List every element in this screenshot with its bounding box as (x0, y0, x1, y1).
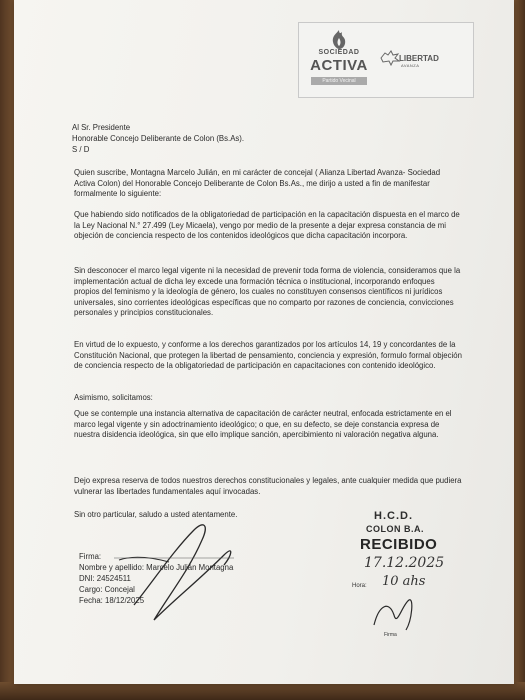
stamp-hora-value: 10 ahs (382, 574, 426, 589)
signer-date: Fecha: 18/12/2025 (79, 596, 145, 605)
stamp-signature (364, 585, 434, 640)
paragraph-5: Que se contemple una instancia alternativa de capacitación de carácter neutral, enfocada estrictamente en el marco legal vigente y sin adoctrinamiento ideológico; o que, en su defecto, se deje constancia expresa de nuestra disidencia ideológica, sin que ello implique sanción, apercibimiento ni valoración negativa alguna. (74, 409, 452, 440)
signer-cargo: Cargo: Concejal (79, 585, 135, 594)
intro-paragraph: Quien suscribe, Montagna Marcelo Julián, en mi carácter de concejal ( Alianza Libertad Avanza- Sociedad Activa Colon) del Honorable Concejo Deliberante de Colon Bs.As., me dirijo a usted a fin de manifestar formalmente lo siguiente: (74, 168, 441, 199)
address-line2: Honorable Concejo Deliberante de Colon (Bs.As). (72, 134, 245, 143)
stamp-location: COLON B.A. (366, 524, 424, 534)
org1-tagline: Partido Vecinal (311, 77, 367, 85)
letterhead-logos (298, 22, 474, 98)
wood-background-right (513, 0, 525, 700)
stamp-hcd: H.C.D. (374, 510, 413, 522)
signer-dni: DNI: 24524511 (79, 574, 131, 583)
lion-icon (379, 49, 401, 67)
closing-line: Sin otro particular, saludo a usted atentamente. (74, 510, 238, 519)
stamp-firma-label: Firma (384, 632, 397, 638)
document-sheet (14, 0, 514, 684)
handwritten-signature (114, 510, 254, 640)
stamp-date: 17.12.2025 (364, 555, 445, 571)
paragraph-1: Que habiendo sido notificados de la obligatoriedad de participación en la capacitación dispuesta en el marco de la Ley Nacional N.° 27.499 (Ley Micaela), vengo por medio de la presente a dejar expresa constancia de mi objeción de conciencia respecto de los contenidos ideológicos que dicha capacitación incorpora. (74, 210, 460, 241)
paragraph-2: Sin desconocer el marco legal vigente ni la necesidad de prevenir toda forma de violencia, consideramos que la implementación actual de dicha ley excede una formación técnica o institucional, incorporando enfoques propios del feminismo y la ideología de género, los cuales no constituyen consensos científicos ni jurídicos universales, sino corrientes ideológicas específicas que no comparto por razones de conciencia, convicciones personales y principios constitucionales. (74, 266, 461, 318)
address-line3: S / D (72, 145, 90, 154)
org1-name-line2: ACTIVA (310, 57, 368, 74)
org1-name-line1: SOCIEDAD (318, 49, 360, 56)
signer-name: Nombre y apellido: Marcelo Julián Montagna (79, 563, 234, 572)
org2-name-line1: LIBERTAD (399, 54, 439, 63)
paragraph-3: En virtud de lo expuesto, y conforme a los derechos garantizados por los artículos 14, 19 y concordantes de la Constitución Nacional, que protegen la libertad de pensamiento, conciencia y expresión, formulo formal objeción de conciencia respecto de la obligatoriedad de participación en capacitaciones con contenido ideológico. (74, 340, 462, 371)
paragraph-6: Dejo expresa reserva de todos nuestros derechos constitucionales y legales, ante cualquier medida que pudiera vulnerar las libertades fundamentales aquí invocadas. (74, 476, 462, 496)
org2-name-line2: AVANZA (401, 63, 420, 68)
address-line1: Al Sr. Presidente (72, 123, 131, 132)
firma-label: Firma: (79, 552, 102, 561)
wood-background-bottom (0, 682, 525, 700)
paragraph-4: Asimismo, solicitamos: (74, 393, 153, 402)
flame-icon (327, 29, 351, 51)
stamp-recibido: RECIBIDO (360, 536, 438, 553)
stamp-hora-label: Hora: (352, 583, 367, 589)
